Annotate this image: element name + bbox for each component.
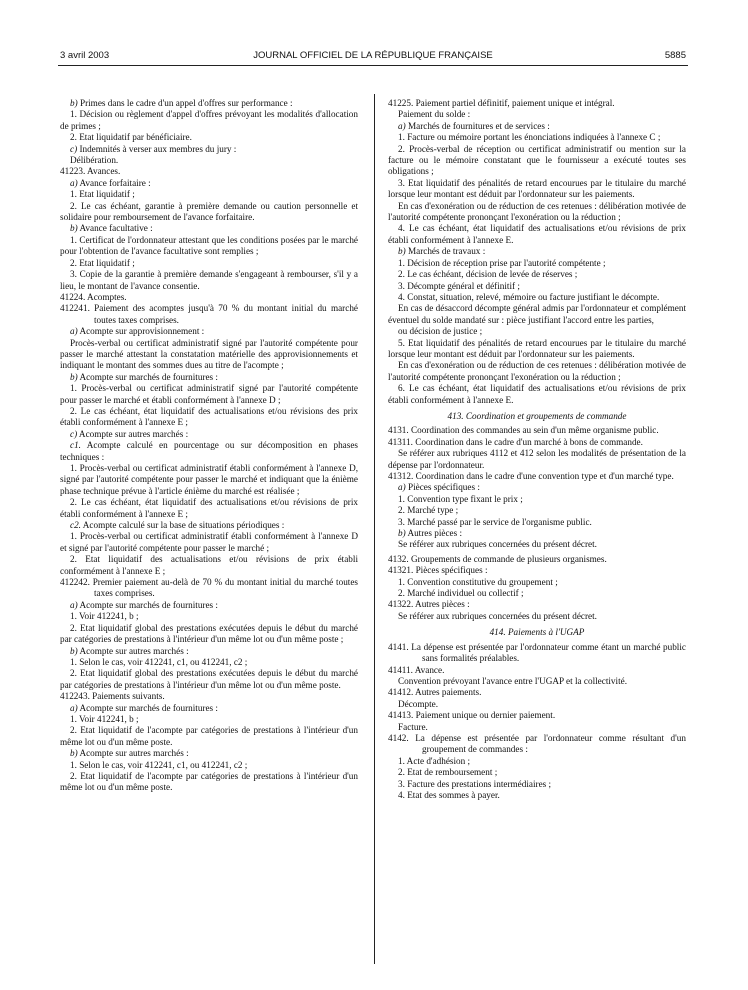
paragraph <box>388 710 686 721</box>
paragraph-text: 1. Décision ou règlement d'appel d'offres prévoyant les modalités d'allocation de primes ; <box>60 109 358 131</box>
paragraph <box>388 554 686 565</box>
paragraph-text: 4141. La dépense est présentée par l'ordonnateur comme étant un marché public sans formalités préalables. <box>388 641 686 664</box>
paragraph-text: 4131. Coordination des commandes au sein d'un même organisme public. <box>388 425 659 436</box>
paragraph <box>388 665 686 676</box>
paragraph-text: 41312. Coordination dans le cadre d'une convention type et d'un marché type. <box>388 471 674 481</box>
item-marker: b) <box>398 246 406 257</box>
paragraph-text: 41412. Autres paiements. <box>388 687 482 698</box>
item-marker: b) <box>70 98 78 108</box>
paragraph-text: Marchés de fournitures et de services : <box>405 120 550 131</box>
paragraph <box>388 767 686 778</box>
paragraph <box>388 699 686 710</box>
item-marker: c2. <box>70 520 81 531</box>
paragraph <box>388 577 686 588</box>
paragraph <box>60 520 358 531</box>
paragraph-text: Pièces spécifiques : <box>405 482 480 493</box>
paragraph <box>60 155 358 166</box>
paragraph <box>60 611 358 622</box>
paragraph-text: 1. Décision de réception prise par l'autorité compétente ; <box>398 257 606 268</box>
item-marker: b) <box>70 645 78 656</box>
section-heading <box>388 411 686 422</box>
paragraph-text: 41223. Avances. <box>60 166 121 177</box>
paragraph-text: 2. Le cas échéant, garantie à première demande ou caution personnelle et solidaire pour remboursement de l'avance forfaitaire. <box>60 200 358 223</box>
paragraph <box>388 383 686 406</box>
paragraph <box>388 246 686 257</box>
section-heading <box>388 627 686 638</box>
paragraph <box>60 109 358 132</box>
left-column <box>60 98 358 794</box>
paragraph <box>388 790 686 801</box>
paragraph <box>60 223 358 234</box>
paragraph-text: 41311. Coordination dans le cadre d'un marché à bons de commande. <box>388 436 643 447</box>
paragraph-text: 1. Selon le cas, voir 412241, c1, ou 412241, c2 ; <box>70 759 248 770</box>
item-marker: b) <box>70 371 78 382</box>
item-marker: a) <box>70 326 78 337</box>
paragraph <box>60 714 358 725</box>
paragraph-text: Acompte sur marchés de fournitures : <box>77 702 218 713</box>
paragraph-text: 2. Etat liquidatif ; <box>70 257 135 268</box>
paragraph <box>388 178 686 201</box>
paragraph-text: 1. Voir 412241, b ; <box>70 713 139 724</box>
paragraph-text: Acompte sur autres marchés : <box>77 428 189 439</box>
item-marker: a) <box>70 177 78 188</box>
paragraph-text: 2. Le cas échéant, décision de levée de réserves ; <box>398 269 578 280</box>
paragraph <box>388 528 686 539</box>
paragraph-text: 413. Coordination et groupements de commande <box>447 410 627 421</box>
item-marker: c) <box>70 143 78 154</box>
paragraph <box>388 303 686 326</box>
paragraph <box>60 725 358 748</box>
item-marker: c1. <box>70 440 81 451</box>
paragraph <box>60 623 358 646</box>
paragraph-text: ou décision de justice ; <box>398 326 483 337</box>
paragraph-text: 2. Etat liquidatif de l'acompte par catégories de prestations à l'intérieur d'un même lot ou d'un même poste. <box>60 725 358 747</box>
paragraph <box>60 201 358 224</box>
paragraph-text: Se référer aux rubriques concernées du présent décret. <box>398 610 597 621</box>
paragraph-text: 1. Etat liquidatif ; <box>70 189 135 200</box>
paragraph <box>60 338 358 372</box>
paragraph-text: 1. Acte d'adhésion ; <box>398 755 471 766</box>
paragraph-text: 41225. Paiement partiel définitif, paiement unique et intégral. <box>388 98 615 108</box>
paragraph-text: Acompte calculé sur la base de situations périodiques : <box>80 520 285 531</box>
paragraph <box>60 771 358 794</box>
paragraph-text: 2. Marché individuel ou collectif ; <box>398 588 524 599</box>
paragraph-text: 41411. Avance. <box>388 664 445 675</box>
paragraph-text: 4. Constat, situation, relevé, mémoire ou facture justifiant le décompte. <box>398 291 660 302</box>
paragraph <box>60 189 358 200</box>
item-marker: a) <box>70 599 78 610</box>
paragraph <box>60 760 358 771</box>
paragraph <box>388 494 686 505</box>
paragraph <box>388 505 686 516</box>
paragraph-text: Acompte sur approvisionnement : <box>77 326 205 337</box>
paragraph <box>388 733 686 756</box>
paragraph <box>60 98 358 109</box>
paragraph-text: Primes dans le cadre d'un appel d'offres sur performance : <box>77 98 293 108</box>
paragraph <box>388 144 686 178</box>
paragraph <box>388 121 686 132</box>
paragraph-text: 1. Procès-verbal ou certificat administratif établi conformément à l'annexe D et signé par l'autorité compétente pour passer le marché ; <box>60 531 358 553</box>
paragraph <box>388 687 686 698</box>
paragraph <box>388 642 686 665</box>
paragraph <box>388 517 686 528</box>
paragraph <box>388 109 686 120</box>
paragraph <box>60 178 358 189</box>
paragraph-text: Avance facultative : <box>77 223 153 234</box>
paragraph-text: Autres pièces : <box>405 528 463 539</box>
paragraph-text: Paiement du solde : <box>398 109 471 120</box>
paragraph <box>388 258 686 269</box>
paragraph <box>60 440 358 463</box>
paragraph-text: 412242. Premier paiement au-delà de 70 % du montant initial du marché toutes taxes comprises. <box>60 577 358 599</box>
paragraph-text: Convention prévoyant l'avance entre l'UGAP et la collectivité. <box>398 675 628 686</box>
item-marker: c) <box>70 428 78 439</box>
paragraph-text: 414. Paiements à l'UGAP <box>489 627 585 638</box>
header-rule <box>58 65 688 66</box>
paragraph <box>60 166 358 177</box>
paragraph-text: 3. Copie de la garantie à première demande s'engageant à rembourser, s'il y a lieu, le montant de l'avance consentie. <box>60 269 358 291</box>
paragraph-text: En cas de désaccord décompte général admis par l'ordonnateur et complément éventuel du solde mandaté sur : pièce justifiant l'accord entre les parties, <box>388 303 686 325</box>
paragraph-text: Se référer aux rubriques concernées du présent décret. <box>398 539 597 550</box>
paragraph <box>60 372 358 383</box>
paragraph <box>388 269 686 280</box>
paragraph <box>388 471 686 482</box>
item-marker: b) <box>70 223 78 234</box>
paragraph-text: 2. Etat de remboursement ; <box>398 767 498 778</box>
paragraph-text: 4. Etat des sommes à payer. <box>398 789 500 800</box>
paragraph-text: 41413. Paiement unique ou dernier paiement. <box>388 710 556 721</box>
paragraph <box>60 646 358 657</box>
paragraph-text: 2. Etat liquidatif de l'acompte par catégories de prestations à l'intérieur d'un même lot ou d'un même poste. <box>60 770 358 793</box>
paragraph-text: 1. Selon le cas, voir 412241, c1, ou 412241, c2 ; <box>70 656 248 667</box>
paragraph <box>60 668 358 691</box>
paragraph-text: Indemnités à verser aux membres du jury : <box>77 143 237 154</box>
paragraph <box>60 703 358 714</box>
paragraph-text: 41322. Autres pièces : <box>388 599 470 610</box>
paragraph-text: 3. Etat liquidatif des pénalités de retard encourues par le titulaire du marché lorsque leur montant est déduit par l'ordonnateur sur les paiements. <box>388 177 686 200</box>
paragraph <box>60 748 358 759</box>
paragraph <box>60 132 358 143</box>
paragraph-text: 4132. Groupements de commande de plusieurs organismes. <box>388 553 607 564</box>
paragraph <box>60 326 358 337</box>
paragraph <box>60 657 358 668</box>
paragraph-text: 2. Etat liquidatif global des prestations exécutées depuis le début du marché par catégories de prestations à l'intérieur d'un même lot ou d'un même poste. <box>60 668 358 690</box>
paragraph-text: 412241. Paiement des acomptes jusqu'à 70 % du montant initial du marché toutes taxes comprises. <box>60 303 358 325</box>
paragraph <box>388 281 686 292</box>
paragraph <box>388 360 686 383</box>
item-marker: a) <box>398 482 406 493</box>
header-title: JOURNAL OFFICIEL DE LA RÉPUBLIQUE FRANÇAISE <box>253 50 493 61</box>
paragraph <box>60 383 358 406</box>
header-page-number: 5885 <box>664 50 686 61</box>
paragraph-text: 1. Procès-verbal ou certificat administratif signé par l'autorité compétente pour passer le marché et établi conformément à l'annexe D ; <box>60 383 358 405</box>
paragraph <box>388 425 686 436</box>
paragraph-text: 2. Marché type ; <box>398 505 459 516</box>
item-marker: b) <box>398 528 406 539</box>
paragraph-text: 1. Facture ou mémoire portant les énonciations indiquées à l'annexe C ; <box>398 132 661 143</box>
paragraph-text: 2. Etat liquidatif par bénéficiaire. <box>70 132 192 143</box>
paragraph-text: 2. Le cas échéant, état liquidatif des actualisations et/ou révisions de prix établi conformément à l'annexe E ; <box>60 497 358 519</box>
paragraph <box>60 554 358 577</box>
paragraph-text: 41321. Pièces spécifiques : <box>388 565 488 576</box>
paragraph <box>388 223 686 246</box>
paragraph <box>60 258 358 269</box>
paragraph <box>388 676 686 687</box>
paragraph <box>60 406 358 429</box>
item-marker: b) <box>70 748 78 759</box>
paragraph-text: 2. Etat liquidatif des actualisations et/ou révisions de prix établi conformément à l'annexe E ; <box>60 554 358 576</box>
paragraph-text: Acompte sur marchés de fournitures : <box>77 371 218 382</box>
header-date: 3 avril 2003 <box>60 50 110 61</box>
item-marker: a) <box>398 120 406 131</box>
paragraph-text: 4. Le cas échéant, état liquidatif des actualisations et/ou révisions de prix établi conformément à l'annexe E. <box>388 223 686 245</box>
paragraph-text: 2. Le cas échéant, état liquidatif des actualisations et/ou révisions des prix établi conformément à l'annexe E ; <box>60 405 358 428</box>
paragraph <box>60 691 358 702</box>
paragraph <box>388 565 686 576</box>
paragraph <box>388 326 686 337</box>
paragraph <box>388 482 686 493</box>
paragraph <box>388 132 686 143</box>
paragraph-text: 1. Certificat de l'ordonnateur attestant que les conditions posées par le marché pour l'obtention de l'avance facultative sont remplies ; <box>60 234 358 257</box>
page-header <box>60 50 686 66</box>
paragraph <box>388 539 686 550</box>
column-divider <box>374 94 375 964</box>
paragraph-text: Marchés de travaux : <box>405 246 486 257</box>
paragraph <box>388 448 686 471</box>
paragraph-text: 1. Convention type fixant le prix ; <box>398 493 523 504</box>
paragraph-text: 412243. Paiements suivants. <box>60 691 165 702</box>
paragraph-text: En cas d'exonération ou de réduction de ces retenues : délibération motivée de l'autorité compétente prononçant l'exonération ou la réduction ; <box>388 200 686 223</box>
paragraph-text: 3. Facture des prestations intermédiaires ; <box>398 778 552 789</box>
paragraph-text: Acompte sur autres marchés : <box>77 645 189 656</box>
paragraph <box>388 98 686 109</box>
right-column <box>388 98 686 801</box>
paragraph <box>388 338 686 361</box>
paragraph-text: Délibération. <box>70 155 119 166</box>
paragraph <box>60 269 358 292</box>
paragraph-text: 6. Le cas échéant, état liquidatif des actualisations et/ou révisions de prix établi conformément à l'annexe E. <box>388 383 686 405</box>
paragraph-text: Acompte calculé en pourcentage ou sur décomposition en phases techniques : <box>60 440 358 462</box>
paragraph-text: Décompte. <box>398 698 439 709</box>
paragraph-text: Avance forfaitaire : <box>77 177 151 188</box>
paragraph-text: Se référer aux rubriques 4112 et 412 selon les modalités de présentation de la dépense par l'ordonnateur. <box>388 448 686 470</box>
paragraph-text: 1. Convention constitutive du groupement ; <box>398 576 558 587</box>
paragraph <box>388 756 686 767</box>
paragraph-text: 2. Procès-verbal de réception ou certificat administratif ou mention sur la facture ou le mémoire constatant que le fournisseur a exécuté toutes ses obligations ; <box>388 143 686 177</box>
paragraph <box>60 429 358 440</box>
paragraph <box>388 722 686 733</box>
paragraph <box>388 201 686 224</box>
paragraph-text: 2. Etat liquidatif global des prestations exécutées depuis le début du marché par catégories de prestations à l'intérieur d'un même lot ou d'un même poste ; <box>60 622 358 645</box>
paragraph-text: En cas d'exonération ou de réduction de ces retenues : délibération motivée de l'autorité compétente prononçant l'exonération ou la réduction ; <box>388 360 686 382</box>
paragraph <box>60 303 358 326</box>
paragraph <box>60 463 358 497</box>
paragraph-text: Procès-verbal ou certificat administratif signé par l'autorité compétente pour passer le marché attestant la constatation matérielle des approvisionnements et indiquant le montant des sommes dues au titre de l'acompte ; <box>60 337 358 371</box>
paragraph-text: Facture. <box>398 721 428 732</box>
paragraph-text: 3. Décompte général et définitif ; <box>398 280 520 291</box>
paragraph <box>60 292 358 303</box>
paragraph-text: 3. Marché passé par le service de l'organisme public. <box>398 516 592 527</box>
paragraph-text: 5. Etat liquidatif des pénalités de retard encourues par le titulaire du marché lorsque leur montant est déduit par l'ordonnateur sur les paiements. <box>388 337 686 359</box>
paragraph-text: 4142. La dépense est présentée par l'ordonnateur comme résultant d'un groupement de commandes : <box>388 732 686 755</box>
paragraph-text: 41224. Acomptes. <box>60 291 127 302</box>
item-marker: a) <box>70 702 78 713</box>
paragraph <box>60 144 358 155</box>
paragraph <box>388 599 686 610</box>
paragraph-text: 1. Procès-verbal ou certificat administratif établi conformément à l'annexe D, signé par l'autorité compétente pour passer le marché et indiquant que la énième phase technique prévue à l'article énième du marché est réalisée ; <box>60 463 358 496</box>
paragraph <box>60 577 358 600</box>
paragraph <box>388 611 686 622</box>
paragraph <box>388 588 686 599</box>
paragraph <box>388 437 686 448</box>
paragraph <box>60 600 358 611</box>
paragraph <box>60 531 358 554</box>
paragraph-text: Acompte sur autres marchés : <box>77 748 189 759</box>
paragraph-text: 1. Voir 412241, b ; <box>70 611 139 622</box>
paragraph <box>388 779 686 790</box>
paragraph <box>388 292 686 303</box>
paragraph-text: Acompte sur marchés de fournitures : <box>77 599 218 610</box>
paragraph <box>60 235 358 258</box>
paragraph <box>60 497 358 520</box>
